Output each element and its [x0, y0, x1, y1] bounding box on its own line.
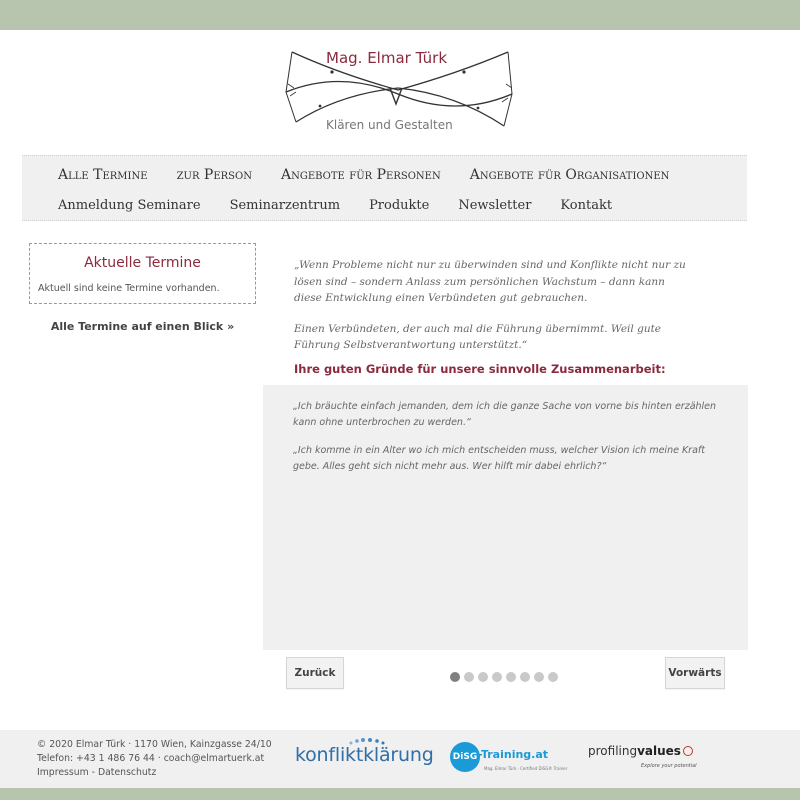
slider-pagination — [450, 672, 558, 682]
footer-legal-links — [37, 766, 272, 780]
testimonial-slider — [263, 385, 748, 650]
logo-tagline: Klären und Gestalten — [326, 118, 453, 132]
all-events-link[interactable]: Alle Termine auf einen Blick » — [50, 320, 235, 333]
intro-quote-paragraph-1: „Wenn Probleme nicht nur zu überwinden sind und Konflikte nicht nur zu lösen sind – sondern Anlass zum persönlichen Wachstum – dann kann diese Entwicklung einen Verbündeten gut gebrauchen. — [294, 259, 686, 304]
slider-dot-2[interactable] — [464, 672, 474, 682]
footer-address: © 2020 Elmar Türk · 1170 Wien, Kainzgasse 24/10 — [37, 739, 272, 750]
disg-training-subtext: Mag. Elmar Türk · Certified DiSG® Trainer — [484, 766, 568, 771]
profilingvalues-tagline: Explore your potential — [641, 763, 697, 769]
nav-item-angebote-personen[interactable]: Angebote für Personen — [280, 167, 441, 183]
nav-item-zur-person[interactable]: zur Person — [176, 167, 252, 183]
nav-item-produkte[interactable]: Produkte — [369, 198, 430, 213]
intro-quote-paragraph-2: Einen Verbündeten, der auch mal die Führung übernimmt. Weil gute Führung Selbstverantwortung unterstützt.“ — [294, 322, 662, 351]
slide-quote-2: „Ich komme in ein Alter wo ich mich entscheiden muss, welcher Vision ich meine Kraft gebe. Alles geht sich nicht mehr aus. Wer hilft mir dabei ehrlich?“ — [293, 445, 705, 472]
profilingvalues-logo[interactable] — [588, 744, 693, 758]
slider-dot-5[interactable] — [506, 672, 516, 682]
slider-dot-8[interactable] — [548, 672, 558, 682]
nav-row-primary — [58, 167, 698, 183]
bottom-bar — [0, 788, 800, 800]
profilingvalues-text-b: values — [637, 744, 681, 758]
nav-item-kontakt[interactable]: Kontakt — [560, 198, 613, 213]
compass-icon — [683, 746, 693, 756]
slider-dot-7[interactable] — [534, 672, 544, 682]
slider-dot-6[interactable] — [520, 672, 530, 682]
slider-next-button[interactable]: Vorwärts — [665, 657, 725, 689]
konfliktklaerung-logo[interactable] — [295, 744, 434, 766]
slider-dot-1[interactable] — [450, 672, 460, 682]
nav-item-newsletter[interactable]: Newsletter — [458, 198, 532, 213]
events-widget-text: Aktuell sind keine Termine vorhanden. — [38, 283, 220, 294]
reasons-heading: Ihre guten Gründe für unsere sinnvolle Zusammenarbeit: — [294, 362, 666, 376]
logo-title: Mag. Elmar Türk — [326, 49, 448, 67]
nav-item-angebote-organisationen[interactable]: Angebote für Organisationen — [469, 167, 670, 183]
slide-quote-1: „Ich bräuchte einfach jemanden, dem ich die ganze Sache von vorne bis hinten erzählen kann ohne unterbrochen zu werden.“ — [293, 401, 717, 428]
site-logo[interactable] — [280, 44, 520, 140]
profilingvalues-text-a: profiling — [588, 744, 638, 758]
nav-row-secondary — [58, 198, 641, 213]
nav-item-anmeldung-seminare[interactable]: Anmeldung Seminare — [58, 198, 201, 213]
footer-separator: - — [88, 767, 98, 778]
slide-content — [293, 399, 723, 487]
konfliktklaerung-dots-icon — [347, 736, 387, 746]
konfliktklaerung-text-a: konflikt — [295, 744, 364, 766]
top-bar — [0, 0, 800, 30]
nav-item-seminarzentrum[interactable]: Seminarzentrum — [229, 198, 341, 213]
disg-training-text: -Training.at — [478, 748, 549, 761]
site-footer — [0, 730, 800, 788]
disg-badge-icon: DiSG — [450, 742, 480, 772]
footer-datenschutz-link[interactable]: Datenschutz — [97, 767, 157, 778]
footer-contact — [37, 738, 272, 780]
main-navigation — [22, 155, 747, 221]
events-widget — [29, 243, 256, 304]
nav-item-alle-termine[interactable]: Alle Termine — [58, 167, 148, 183]
slider-dot-4[interactable] — [492, 672, 502, 682]
slider-dot-3[interactable] — [478, 672, 488, 682]
intro-quote — [294, 257, 694, 368]
slider-prev-button[interactable]: Zurück — [286, 657, 344, 689]
footer-phone-email[interactable]: Telefon: +43 1 486 76 44 · coach@elmartuerk.at — [37, 753, 265, 764]
disg-training-logo[interactable] — [450, 742, 570, 782]
konfliktklaerung-text-b: klärung — [363, 744, 434, 766]
events-widget-title: Aktuelle Termine — [84, 255, 201, 271]
footer-impressum-link[interactable]: Impressum — [37, 767, 89, 778]
